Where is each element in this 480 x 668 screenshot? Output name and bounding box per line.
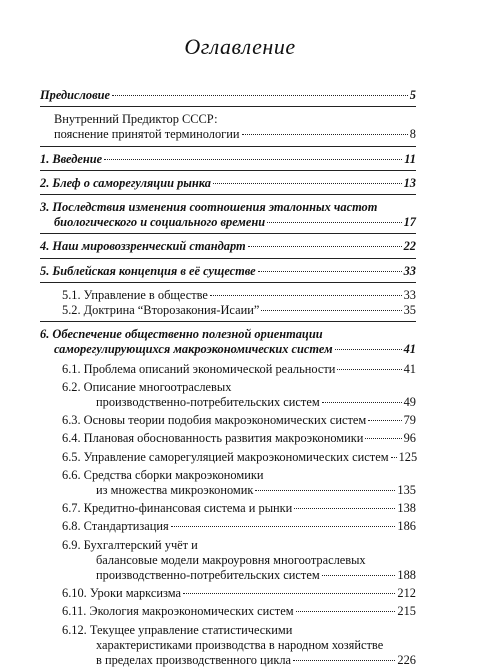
dot-leader xyxy=(210,295,402,296)
toc-page-number: 41 xyxy=(403,361,416,376)
toc-entry-chapter-2[interactable] xyxy=(40,176,416,195)
toc-page-number: 188 xyxy=(397,568,416,583)
toc-entry-title: 6.9. Бухгалтерский учёт и xyxy=(62,537,198,552)
toc-entry-6-6[interactable] xyxy=(40,468,416,498)
toc-entry-title: 6.8. Стандартизация xyxy=(62,519,169,534)
dot-leader xyxy=(322,575,396,576)
toc-page-number: 138 xyxy=(397,501,416,516)
toc-entry-terminology[interactable] xyxy=(40,112,416,146)
toc-entry-title-cont: производственно-потребительских систем xyxy=(96,395,320,410)
toc-entry-title-cont: в пределах производственного цикла xyxy=(96,653,292,668)
toc-entry-title: 5. Библейская концепция в её существе xyxy=(40,263,256,278)
dot-leader xyxy=(242,134,408,135)
dot-leader xyxy=(258,271,402,272)
toc-entry-6-11[interactable] xyxy=(40,604,416,619)
dot-leader xyxy=(248,246,402,247)
toc-entry-title: 6.4. Плановая обоснованность развития макроэкономики xyxy=(62,431,364,446)
toc-entry-title: 6.3. Основы теории подобия макроэкономических систем xyxy=(62,413,367,428)
toc-page-number: 22 xyxy=(403,239,416,254)
toc-page-number: 215 xyxy=(397,604,416,619)
toc-entry-6-8[interactable] xyxy=(40,519,416,534)
dot-leader xyxy=(368,420,401,421)
toc-page-number: 11 xyxy=(404,151,416,166)
toc-entry-title: 5.2. Доктрина “Второзакония-Исаии” xyxy=(62,303,260,318)
toc-page-number: 35 xyxy=(403,303,416,318)
toc-entry-5-1[interactable] xyxy=(40,288,416,303)
toc-entry-title: 6. Обеспечение общественно полезной ориентации xyxy=(40,327,323,342)
toc-entry-6-5[interactable] xyxy=(40,450,416,465)
toc-entry-chapter-5[interactable] xyxy=(40,264,416,283)
dot-leader xyxy=(365,438,401,439)
toc-entry-chapter-6[interactable] xyxy=(40,327,416,357)
toc-entry-title-cont: биологического и социального времени xyxy=(54,215,266,230)
toc-entry-title: 6.12. Текущее управление статистическими xyxy=(62,622,293,637)
page-title: Оглавление xyxy=(184,34,296,59)
toc-page-number: 186 xyxy=(397,519,416,534)
toc-page-number: 49 xyxy=(403,395,416,410)
toc-entry-6-7[interactable] xyxy=(40,501,416,516)
toc-entry-title-cont: производственно-потребительских систем xyxy=(96,568,320,583)
toc-entry-title-cont: пояснение принятой терминологии xyxy=(54,127,240,142)
dot-leader xyxy=(293,660,395,661)
toc-page-number: 226 xyxy=(397,653,416,668)
dot-leader xyxy=(391,457,397,458)
toc-page-number: 96 xyxy=(403,431,416,446)
toc-page-number: 135 xyxy=(397,483,416,498)
toc-entry-title: 6.5. Управление саморегуляцией макроэкономических систем xyxy=(62,449,389,464)
dot-leader xyxy=(183,593,395,594)
toc-entry-title: 1. Введение xyxy=(40,151,103,166)
toc-entry-title: 3. Последствия изменения соотношения эталонных частот xyxy=(40,200,378,215)
dot-leader xyxy=(296,611,396,612)
dot-leader xyxy=(337,369,401,370)
dot-leader xyxy=(171,526,396,527)
dot-leader xyxy=(213,183,402,184)
toc-page-number: 13 xyxy=(403,175,416,190)
toc-entry-title-cont: характеристиками производства в народном хозяйстве xyxy=(96,637,384,652)
dot-leader xyxy=(267,222,401,223)
toc-entry-6-4[interactable] xyxy=(40,431,416,446)
toc-entry-title: 6.2. Описание многоотраслевых xyxy=(62,379,232,394)
toc-entry-introduction[interactable] xyxy=(40,152,416,171)
toc-page-number: 33 xyxy=(403,287,416,302)
toc-entry-6-1[interactable] xyxy=(40,362,416,377)
toc-entry-title: Предисловие xyxy=(40,88,111,102)
dot-leader xyxy=(335,349,402,350)
toc-entry-6-9[interactable] xyxy=(40,538,416,584)
toc-entry-title: 6.1. Проблема описаний экономической реальности xyxy=(62,361,336,376)
toc-entry-title: Внутренний Предиктор СССР: xyxy=(54,112,218,127)
toc-page-number: 8 xyxy=(409,127,416,142)
toc-page-number: 79 xyxy=(403,413,416,428)
toc-entry-6-2[interactable] xyxy=(40,380,416,410)
toc-entry-chapter-3[interactable] xyxy=(40,200,416,234)
toc-page-number: 17 xyxy=(403,215,416,230)
dot-leader xyxy=(294,508,395,509)
dot-leader xyxy=(322,402,402,403)
toc-entry-title: 6.6. Средства сборки макроэкономики xyxy=(62,467,264,482)
toc-entry-5-2[interactable] xyxy=(40,303,416,322)
toc-entry-6-10[interactable] xyxy=(40,586,416,601)
toc-entry-title: 6.7. Кредитно-финансовая система и рынки xyxy=(62,501,293,516)
toc-entry-6-3[interactable] xyxy=(40,413,416,428)
toc-entry-title: 5.1. Управление в обществе xyxy=(62,287,208,302)
toc-entry-title: 6.11. Экология макроэкономических систем xyxy=(62,604,294,619)
toc-page-number: 33 xyxy=(403,263,416,278)
dot-leader xyxy=(104,159,402,160)
toc-entry-preface[interactable] xyxy=(40,88,416,107)
toc-entry-title: 2. Блеф о саморегуляции рынка xyxy=(40,175,211,190)
table-of-contents xyxy=(40,88,416,668)
toc-entry-title-cont: из множества микроэкономик xyxy=(96,483,254,498)
dot-leader xyxy=(112,95,408,96)
toc-entry-title-cont: саморегулирующихся макроэкономических систем xyxy=(54,342,333,357)
dot-leader xyxy=(255,490,395,491)
toc-entry-title: 4. Наш мировоззренческий стандарт xyxy=(40,239,246,254)
dot-leader xyxy=(261,310,401,311)
toc-entry-6-12[interactable] xyxy=(40,623,416,668)
toc-page-number: 212 xyxy=(397,586,416,601)
toc-page-number: 5 xyxy=(409,88,416,102)
toc-page-number: 41 xyxy=(403,342,416,357)
toc-entry-title: 6.10. Уроки марксизма xyxy=(62,586,181,601)
toc-page-number: 125 xyxy=(398,449,418,464)
toc-entry-title-cont: балансовые модели макроуровня многоотраслевых xyxy=(96,552,366,567)
toc-entry-chapter-4[interactable] xyxy=(40,239,416,258)
